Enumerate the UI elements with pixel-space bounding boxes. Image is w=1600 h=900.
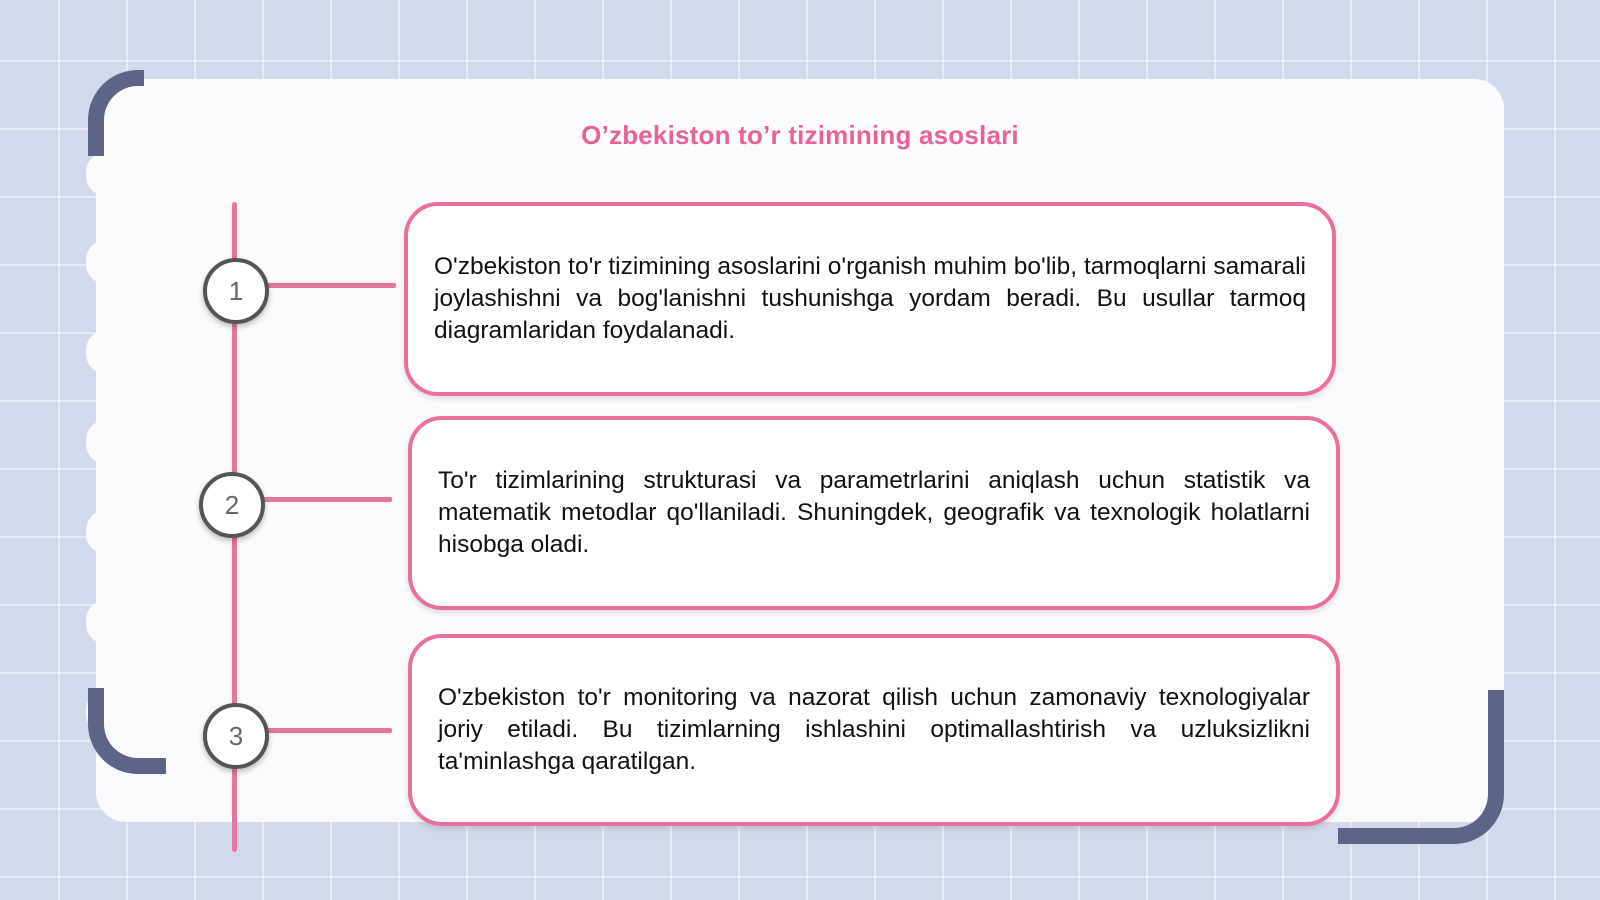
step-number: 3 — [228, 720, 244, 751]
step-number-badge — [199, 472, 265, 538]
connector-line — [262, 497, 392, 502]
connector-line — [266, 283, 396, 288]
step-number-badge — [203, 258, 269, 324]
step-number-badge — [203, 703, 269, 769]
step-number: 2 — [224, 489, 240, 520]
binder-tab — [86, 420, 126, 464]
binder-tab — [86, 330, 126, 374]
step-number: 1 — [228, 275, 244, 306]
binder-tab — [86, 240, 126, 284]
step-text-box — [408, 634, 1340, 826]
step-text-box — [408, 416, 1340, 610]
slide-title: O’zbekiston to’r tizimining asoslari — [581, 120, 1019, 150]
corner-bracket-bottom-right — [1338, 690, 1504, 844]
step-text-box — [404, 202, 1336, 396]
binder-tab — [86, 600, 126, 644]
corner-bracket-top-left — [88, 70, 144, 156]
binder-tab — [86, 510, 126, 554]
step-text: To'r tizimlarining strukturasi va parametrlarini aniqlash uchun statistik va matematik metodlar qo'llaniladi. Shuningdek, geografik va texnologik holatlarni hisobga oladi. — [438, 467, 1310, 558]
step-text: O'zbekiston to'r tizimining asoslarini o'rganish muhim bo'lib, tarmoqlarni samarali joylashishni va bog'lanishni tushunishga yordam beradi. Bu usullar tarmoq diagramlaridan foydalanadi. — [434, 253, 1306, 344]
connector-line — [266, 728, 392, 733]
binder-tab — [86, 152, 126, 196]
step-text: O'zbekiston to'r monitoring va nazorat qilish uchun zamonaviy texnologiyalar joriy etiladi. Bu tizimlarning ishlashini optimallashtirish va uzluksizlikni ta'minlashga qaratilgan. — [438, 684, 1310, 775]
